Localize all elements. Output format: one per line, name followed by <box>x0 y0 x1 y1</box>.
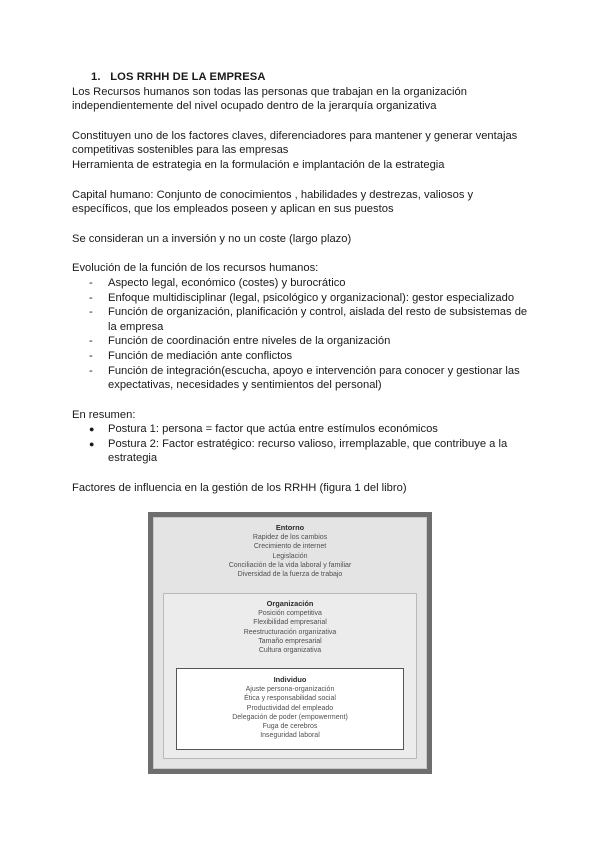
list-item: - Aspecto legal, económico (costes) y burocrático <box>72 276 532 291</box>
list-item: - Función de organización, planificación y control, aislada del resto de subsistemas de la empresa <box>72 305 532 334</box>
document-body <box>72 70 532 496</box>
list-item: ● Postura 2: Factor estratégico: recurso valioso, irremplazable, que contribuye a la estrategia <box>72 437 532 466</box>
capital-humano-paragraph: Capital humano: Conjunto de conocimientos , habilidades y destrezas, valiosos y específicos, que los empleados poseen y aplican en sus puestos <box>72 188 474 216</box>
list-item: - Función de integración(escucha, apoyo e intervención para conocer y gestionar las expectativas, necesidades y sentimientos del personal) <box>72 364 532 393</box>
entorno-item: Diversidad de la fuerza de trabajo <box>237 571 343 579</box>
individuo-item: Delegación de poder (empowerment) <box>232 713 348 721</box>
resumen-title: En resumen: <box>72 408 136 421</box>
intro-paragraph: Los Recursos humanos son todas las personas que trabajan en la organización independientemente del nivel ocupado dentro de la jerarquía organizativa <box>72 85 467 113</box>
entorno-box <box>153 517 427 769</box>
section-heading <box>91 70 532 85</box>
organizacion-item: Flexibilidad empresarial <box>253 619 327 627</box>
organizacion-item: Posición competitiva <box>258 610 322 617</box>
organizacion-item: Tamaño empresarial <box>258 637 322 645</box>
list-item: ● Postura 1: persona = factor que actúa entre estímulos económicos <box>72 422 532 437</box>
list-item: - Función de coordinación entre niveles de la organización <box>72 334 532 349</box>
section-number: 1. <box>91 71 101 83</box>
entorno-item: Crecimiento de internet <box>253 543 327 551</box>
individuo-item: Ética y responsabilidad social <box>244 695 336 703</box>
factores-paragraph: Constituyen uno de los factores claves, diferenciadores para mantener y generar ventajas competitivas sostenibles para las empresas <box>72 129 518 157</box>
individuo-item: Ajuste persona-organización <box>245 686 335 693</box>
section-title: LOS RRHH DE LA EMPRESA <box>110 71 266 83</box>
entorno-title: Entorno <box>275 523 305 532</box>
individuo-item: Productividad del empleado <box>246 704 334 712</box>
resumen-list <box>72 422 532 466</box>
evolucion-list <box>72 276 532 393</box>
entorno-item: Conciliación de la vida laboral y familiar <box>228 561 352 569</box>
inversion-paragraph: Se consideran un a inversión y no un coste (largo plazo) <box>72 232 352 245</box>
individuo-title: Individuo <box>273 675 307 684</box>
influence-factors-figure <box>148 512 432 774</box>
evolucion-title: Evolución de la función de los recursos humanos: <box>72 262 319 275</box>
organizacion-item: Reestructuración organizativa <box>243 628 337 636</box>
entorno-item: Rapidez de los cambios <box>252 534 328 541</box>
herramienta-paragraph: Herramienta de estrategia en la formulación e implantación de la estrategia <box>72 158 445 171</box>
figure-caption: Factores de influencia en la gestión de los RRHH (figura 1 del libro) <box>72 482 407 495</box>
organizacion-item: Cultura organizativa <box>258 647 322 655</box>
individuo-item: Inseguridad laboral <box>260 732 320 740</box>
organizacion-title: Organización <box>266 599 314 608</box>
organizacion-box <box>163 593 417 759</box>
individuo-box <box>176 668 404 750</box>
entorno-item: Legislación <box>272 552 308 560</box>
list-item: - Enfoque multidisciplinar (legal, psicológico y organizacional): gestor especializado <box>72 291 532 306</box>
individuo-item: Fuga de cerebros <box>262 723 318 731</box>
list-item: - Función de mediación ante conflictos <box>72 349 532 364</box>
